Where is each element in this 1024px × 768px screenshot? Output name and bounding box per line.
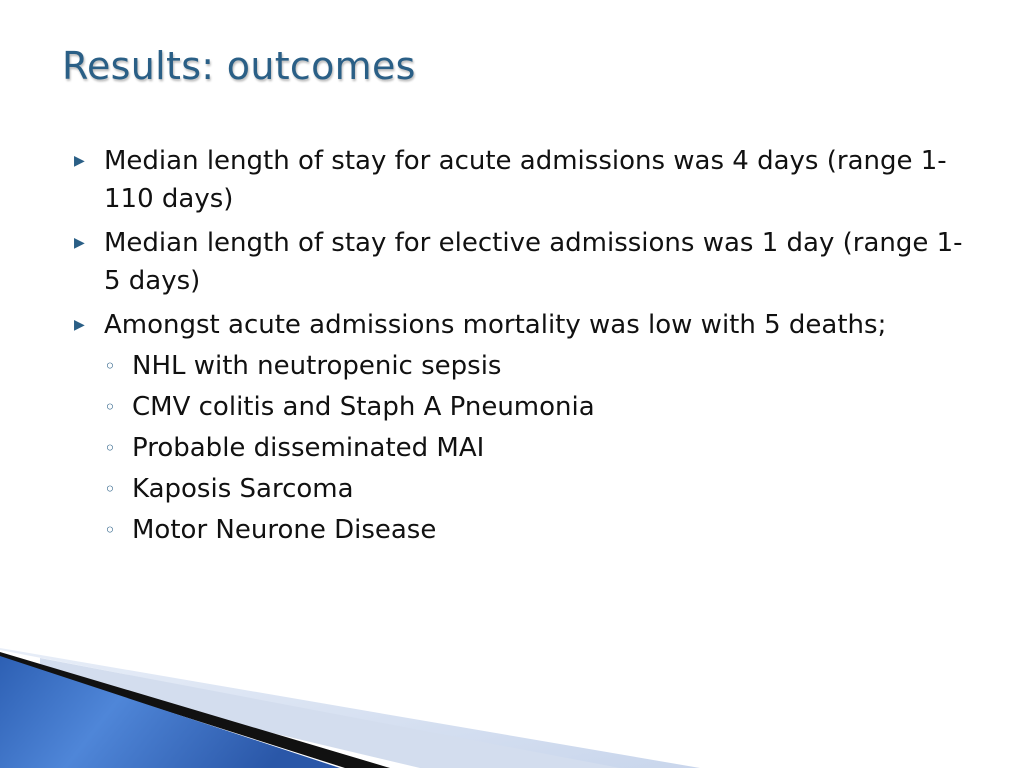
triangle-right-icon: ▶ bbox=[74, 317, 85, 333]
bullet-text: Median length of stay for acute admissions was 4 days (range 1-110 days) bbox=[104, 146, 947, 214]
sub-bullet-text: Kaposis Sarcoma bbox=[132, 474, 354, 504]
circle-bullet-icon: ◦ bbox=[104, 395, 116, 419]
slide-title: Results: outcomes bbox=[62, 44, 416, 88]
sub-bullet-text: CMV colitis and Staph A Pneumonia bbox=[132, 392, 595, 422]
circle-bullet-icon: ◦ bbox=[104, 354, 116, 378]
bullet-text: Amongst acute admissions mortality was low with 5 deaths; bbox=[104, 310, 887, 340]
bullet-item bbox=[70, 306, 970, 344]
bullet-text: Median length of stay for elective admissions was 1 day (range 1-5 days) bbox=[104, 228, 963, 296]
circle-bullet-icon: ◦ bbox=[104, 477, 116, 501]
triangle-right-icon: ▶ bbox=[74, 153, 85, 169]
circle-bullet-icon: ◦ bbox=[104, 518, 116, 542]
sub-bullet-text: Probable disseminated MAI bbox=[132, 433, 485, 463]
bullet-item bbox=[70, 142, 970, 218]
circle-bullet-icon: ◦ bbox=[104, 436, 116, 460]
sub-bullet-item bbox=[70, 388, 970, 426]
bullet-item bbox=[70, 224, 970, 300]
triangle-right-icon: ▶ bbox=[74, 235, 85, 251]
sub-bullet-item bbox=[70, 429, 970, 467]
sub-bullet-item bbox=[70, 511, 970, 549]
sub-bullet-item bbox=[70, 347, 970, 385]
slide-corner-decoration bbox=[0, 638, 1024, 768]
sub-bullet-item bbox=[70, 470, 970, 508]
sub-bullet-text: NHL with neutropenic sepsis bbox=[132, 351, 502, 381]
sub-bullet-text: Motor Neurone Disease bbox=[132, 515, 437, 545]
bullet-list bbox=[70, 142, 970, 552]
